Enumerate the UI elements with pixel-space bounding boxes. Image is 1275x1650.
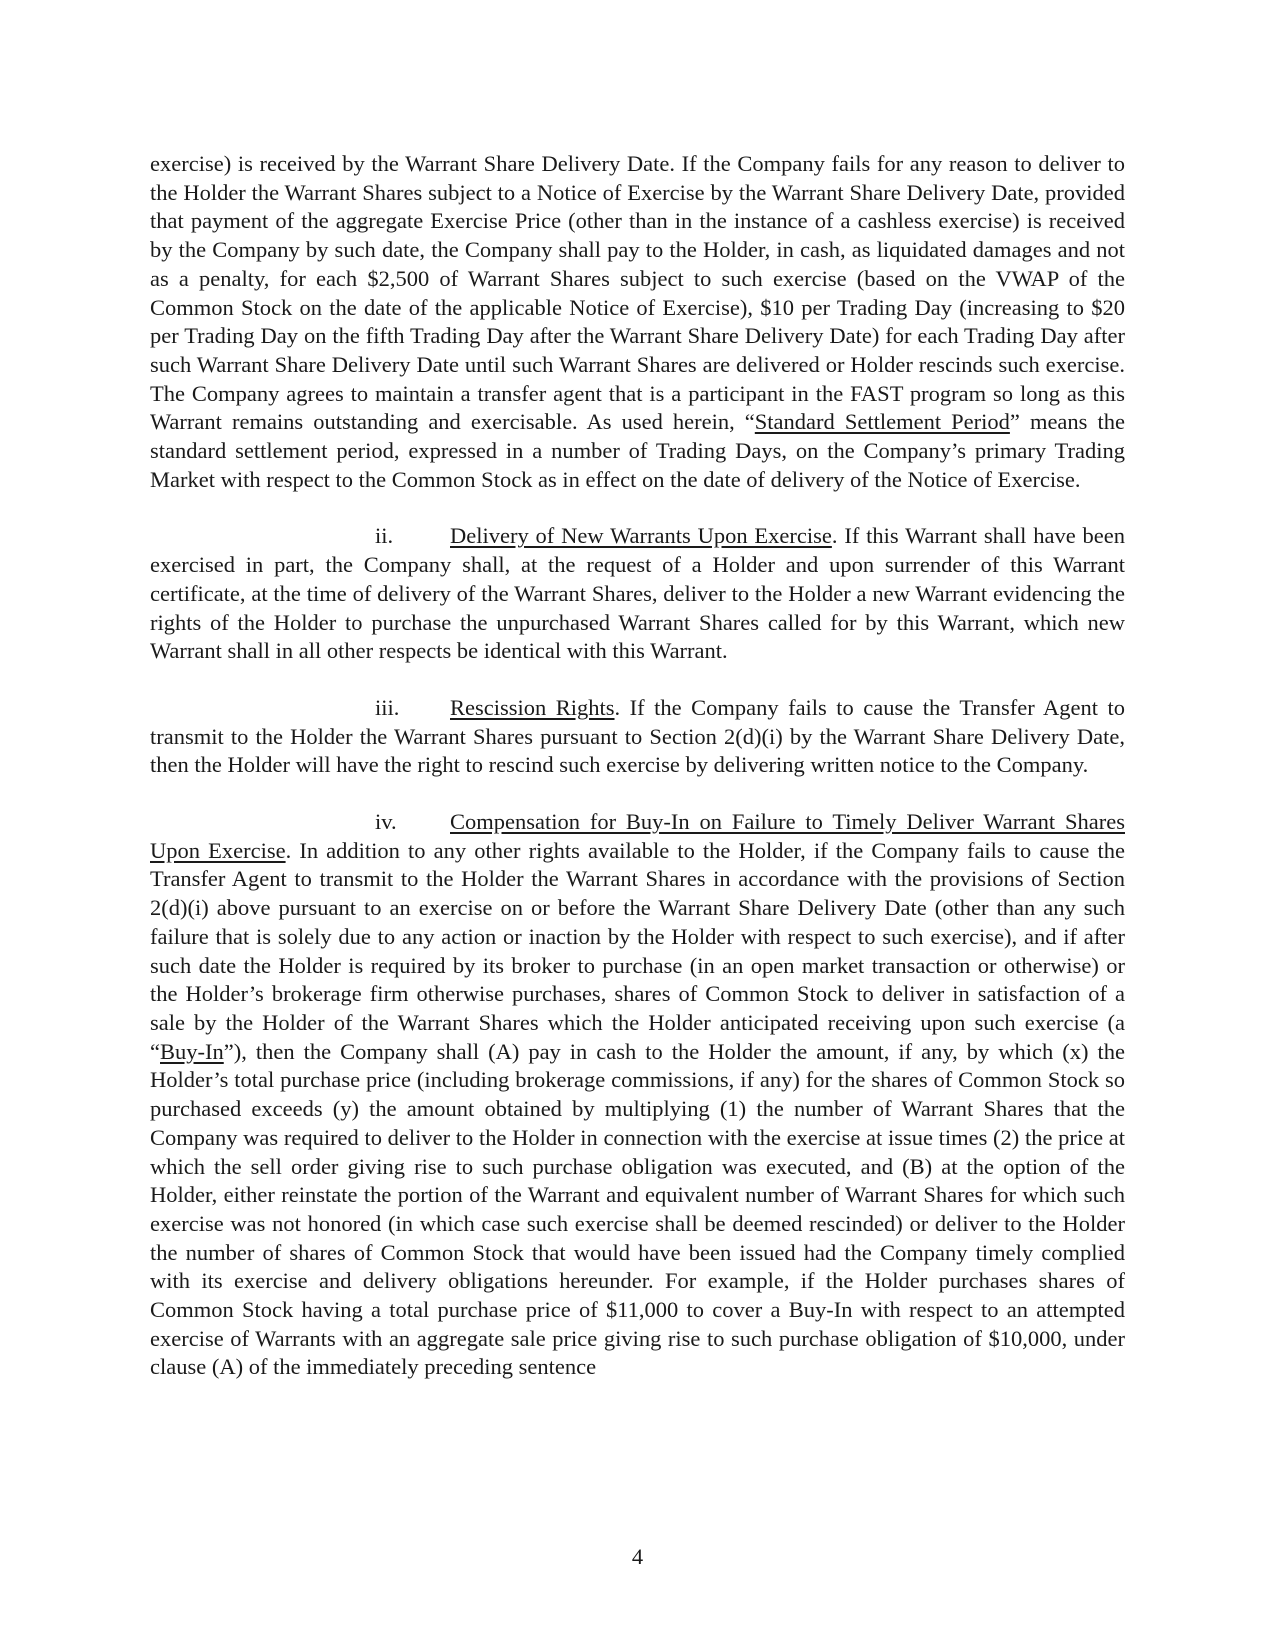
paragraph-text: ” means the standard settlement period, expressed in a number of Trading Days, on the Company’s primary Trading Market with respect to the Common Stock as in effect on the date of delivery of the Notice of Exercise. (150, 409, 1125, 492)
section-heading: Delivery of New Warrants Upon Exercise (450, 523, 832, 549)
section-number: iii. (375, 694, 400, 720)
defined-term-standard-settlement-period: Standard Settlement Period (754, 409, 1010, 435)
section-iv-paragraph (150, 808, 1125, 1382)
section-heading: Rescission Rights (450, 694, 615, 720)
paragraph-text: ”), then the Company shall (A) pay in cash to the Holder the amount, if any, by which (x) the Holder’s total purchase price (including brokerage commissions, if any) for the shares of Common Stock so purchased exceeds (y) the amount obtained by multiplying (1) the number of Warrant Shares that the Company was required to deliver to the Holder in connection with the exercise at issue times (2) the price at which the sell order giving rise to such purchase obligation was executed, and (B) at the option of the Holder, either reinstate the portion of the Warrant and equivalent number of Warrant Shares for which such exercise was not honored (in which case such exercise shall be deemed rescinded) or deliver to the Holder the number of shares of Common Stock that would have been issued had the Company timely complied with its exercise and delivery obligations hereunder. For example, if the Holder purchases shares of Common Stock having a total purchase price of $11,000 to cover a Buy-In with respect to an attempted exercise of Warrants with an aggregate sale price giving rise to such purchase obligation of $10,000, under clause (A) of the immediately preceding sentence (150, 1038, 1125, 1380)
paragraph-text: exercise) is received by the Warrant Share Delivery Date. If the Company fails for any reason to deliver to the Holder the Warrant Shares subject to a Notice of Exercise by the Warrant Share Delivery Date, provided that payment of the aggregate Exercise Price (other than in the instance of a cashless exercise) is received by the Company by such date, the Company shall pay to the Holder, in cash, as liquidated damages and not as a penalty, for each $2,500 of Warrant Shares subject to such exercise (based on the VWAP of the Common Stock on the date of the applicable Notice of Exercise), $10 per Trading Day (increasing to $20 per Trading Day on the fifth Trading Day after the Warrant Share Delivery Date) for each Trading Day after such Warrant Share Delivery Date until such Warrant Shares are delivered or Holder rescinds such exercise. The Company agrees to maintain a transfer agent that is a participant in the FAST program so long as this Warrant remains outstanding and exercisable. As used herein, “ (150, 151, 1125, 435)
paragraph-text: . If this Warrant shall have been exercised in part, the Company shall, at the request of a Holder and upon surrender of this Warrant certificate, at the time of delivery of the Warrant Shares, deliver to the Holder a new Warrant evidencing the rights of the Holder to purchase the unpurchased Warrant Shares called for by this Warrant, which new Warrant shall in all other respects be identical with this Warrant. (150, 523, 1125, 664)
page-number: 4 (631, 1544, 644, 1569)
document-body (150, 150, 1125, 1410)
paragraph-continuation (150, 150, 1125, 494)
section-iii-paragraph (150, 694, 1125, 780)
section-ii-paragraph (150, 522, 1125, 666)
section-number: ii. (375, 523, 394, 549)
section-number: iv. (375, 809, 397, 835)
section-heading: Compensation for Buy-In on Failure to Timely Deliver Warrant Shares Upon Exercise (150, 809, 1125, 863)
paragraph-text: . In addition to any other rights available to the Holder, if the Company fails to cause the Transfer Agent to transmit to the Holder the Warrant Shares in accordance with the provisions of Section 2(d)(i) above pursuant to an exercise on or before the Warrant Share Delivery Date (other than any such failure that is solely due to any action or inaction by the Holder with respect to such exercise), and if after such date the Holder is required by its broker to purchase (in an open market transaction or otherwise) or the Holder’s brokerage firm otherwise purchases, shares of Common Stock to deliver in satisfaction of a sale by the Holder of the Warrant Shares which the Holder anticipated receiving upon such exercise (a “ (150, 837, 1126, 1064)
defined-term-buy-in: Buy-In (160, 1038, 224, 1064)
paragraph-text: . If the Company fails to cause the Transfer Agent to transmit to the Holder the Warrant Shares pursuant to Section 2(d)(i) by the Warrant Share Delivery Date, then the Holder will have the right to rescind such exercise by delivering written notice to the Company. (150, 694, 1125, 778)
